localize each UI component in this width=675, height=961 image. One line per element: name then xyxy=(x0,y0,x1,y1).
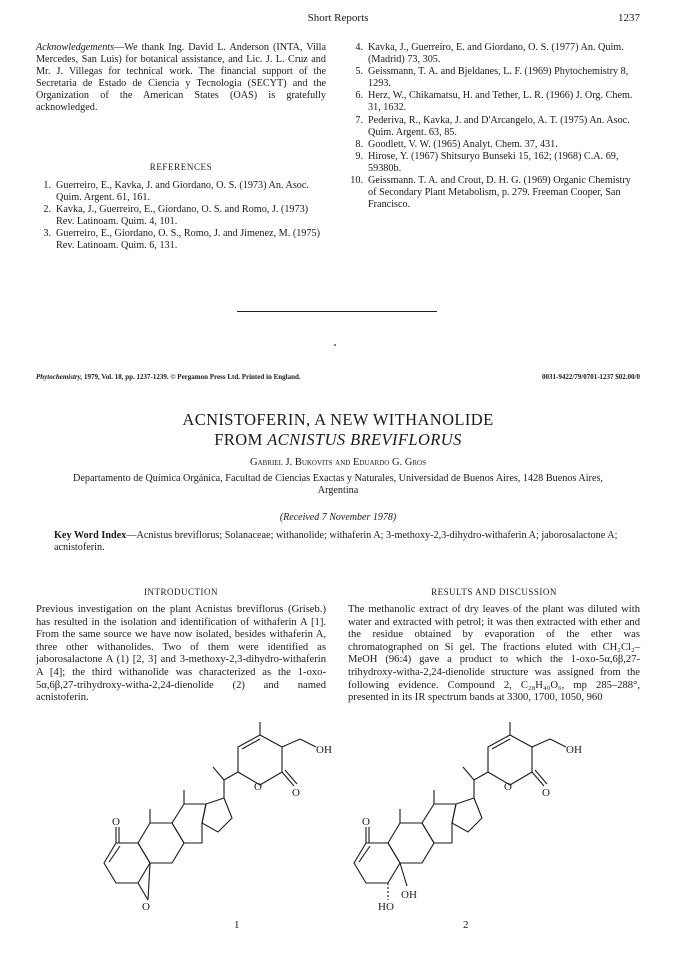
title-prefix: FROM xyxy=(214,430,268,449)
results-paragraph: The methanolic extract of dry leaves of the plant was diluted with water and extracted with petrol; it was then extracted with ether and the residue obtained by evaporation of the ether was chromatographed on Si gel. The fractions eluted with CH₂Cl₂–MeOH (96:4) gave a product to which the 1-oxo-5α,6β,27-trihydroxy-witha-2,24-dienolide structure was assigned from the following evidence. Compound 2, C₂₈H₄₀O₆, mp 285–288°, presented in its IR spectrum bands at 3300, 1700, 1050, 960 xyxy=(348,604,640,704)
reference-number: 7. xyxy=(355,114,363,126)
page-number: 1237 xyxy=(618,12,640,24)
reference-item xyxy=(348,66,640,90)
acknowledgements xyxy=(36,42,326,115)
title-line-1: ACNISTOFERIN, A NEW WITHANOLIDE xyxy=(182,410,494,429)
reference-number: 1. xyxy=(43,180,51,191)
ring-oxygen-label: O xyxy=(504,781,512,793)
references-list-right xyxy=(348,42,640,211)
results-heading: RESULTS AND DISCUSSION xyxy=(431,587,557,597)
ring-oxygen-label: O xyxy=(254,781,262,793)
hydroxyl-5-label: HO xyxy=(378,901,394,913)
acknowledgements-text: —We thank Ing. David L. Anderson (INTA, Villa Mercedes, San Luis) for botanical assistance, and Lic. J. L. Cruz and Mr. J. Villegas for technical work. The financial support of the Secretaria de Estado de Ciencia y Tecnologia (SECYT) and the Organization of the American States (OAS) is gratefully acknowledged. xyxy=(36,42,326,114)
results-text xyxy=(348,604,640,705)
reference-item xyxy=(348,90,640,114)
stray-mark xyxy=(334,344,336,346)
reference-text: Kavka, J., Guerreiro, E. and Giordano, O. S. (1977) An. Quim. (Madrid) 73, 305. xyxy=(368,42,624,66)
references-list-left xyxy=(36,180,326,253)
hydroxyl-label: OH xyxy=(566,744,582,756)
reference-item xyxy=(348,151,640,175)
acknowledgements-label: Acknowledgements xyxy=(36,42,115,53)
reference-item xyxy=(348,175,640,211)
introduction-text xyxy=(36,604,326,705)
keyword-index xyxy=(54,530,624,554)
affiliation: Departamento de Química Orgánica, Facultad de Ciencias Exactas y Naturales, Universidad de Buenos Aires, 1428 Buenos Aires, Argentina xyxy=(73,473,603,496)
issn-code: 0031-9422/79/0701-1237 $02.00/0 xyxy=(542,373,640,381)
structure-2-drawing xyxy=(345,710,605,950)
reference-text: Geissmann, T. A. and Bjeldanes, L. F. (1969) Phytochemistry 8, 1293. xyxy=(368,66,629,90)
reference-item xyxy=(348,139,640,151)
structure-1 xyxy=(100,710,350,950)
author-list: Gabriel J. Bukovits and Eduardo G. Gros xyxy=(250,457,426,468)
journal-name: Phytochemistry, xyxy=(36,373,83,381)
reference-item xyxy=(36,180,326,204)
reference-number: 2. xyxy=(43,204,51,216)
introduction-heading: INTRODUCTION xyxy=(144,587,218,597)
reference-text: Hirose, Y. (1967) Shitsuryo Bunseki 15, 162; (1968) C.A. 69, 59380b. xyxy=(368,150,619,174)
references-heading: REFERENCES xyxy=(149,162,213,172)
structure-1-drawing xyxy=(100,710,350,950)
reference-number: 6. xyxy=(355,90,363,102)
journal-details: 1979, Vol. 18, pp. 1237-1239. © Pergamon Press Ltd. Printed in England. xyxy=(82,373,301,381)
hydroxyl-6-label: OH xyxy=(401,889,417,901)
reference-number: 3. xyxy=(43,228,51,240)
journal-citation xyxy=(36,373,301,381)
carbonyl-oxygen-label: O xyxy=(292,787,300,799)
reference-number: 10. xyxy=(350,175,363,187)
reference-text: Geissmann. T. A. and Crout, D. H. G. (1969) Organic Chemistry of Secondary Plant Metabolism, p. 279. Freeman Cooper, San Francisco. xyxy=(368,175,631,211)
reference-number: 8. xyxy=(355,138,363,150)
reference-text: Goodlett, V. W. (1965) Analyt. Chem. 37, 431. xyxy=(368,138,558,150)
reference-text: Guerreiro, E., Kavka, J. and Giordano, O. S. (1973) An. Asoc. Quim. Argent. 61, 161. xyxy=(56,180,309,204)
reference-number: 4. xyxy=(355,42,363,53)
reference-item xyxy=(36,228,326,252)
reference-item xyxy=(348,42,640,66)
carbonyl-oxygen-label: O xyxy=(542,787,550,799)
reference-text: Kavka, J., Guerreiro, E., Giordano, O. S. and Romo, J. (1973) Rev. Latinoam. Quim. 4, 101. xyxy=(56,204,309,228)
reference-text: Guerreiro, E., Giordano, O. S., Romo, J. and Jimenez, M. (1975) Rev. Latinoam. Quim. 6, 131. xyxy=(56,228,320,252)
structure-1-label: 1 xyxy=(234,919,240,931)
section-divider xyxy=(237,311,437,312)
ketone-oxygen-label: O xyxy=(362,816,370,828)
reference-item xyxy=(36,204,326,228)
reference-text: Pederiva, R., Kavka, J. and D'Arcangelo, A. T. (1975) An. Asoc. Quim. Argent. 63, 85. xyxy=(368,114,630,138)
keyword-text: —Acnistus breviflorus; Solanaceae; withanolide; withaferin A; 3-methoxy-2,3-dihydro-withaferin A; jaborosalactone A; acnistoferin. xyxy=(54,530,618,553)
keyword-label: Key Word Index xyxy=(54,530,127,541)
reference-number: 9. xyxy=(355,150,363,162)
received-date: (Received 7 November 1978) xyxy=(279,512,397,523)
epoxide-oxygen-label: O xyxy=(142,901,150,913)
ketone-oxygen-label: O xyxy=(112,816,120,828)
introduction-paragraph: Previous investigation on the plant Acnistus breviflorus (Griseb.) has resulted in the isolation and identification of withaferin A [1]. From the same source we have now isolated, besides withaferin A, three other withanolides. Two of them were identified as jaborosalactone A (1) [2, 3] and 3-methoxy-2,3-dihydro-withaferin A [4]; the third withanolide was characterized as the 1-oxo-5α,6β,27-trihydroxy-witha-2,24-dienolide (2) and named acnistoferin. xyxy=(36,604,326,704)
running-header xyxy=(36,12,640,28)
title-species: ACNISTUS BREVIFLORUS xyxy=(267,430,462,449)
reference-item xyxy=(348,115,640,139)
reference-text: Herz, W., Chikamatsu, H. and Tether, L. R. (1966) J. Org. Chem. 31, 1632. xyxy=(368,90,633,114)
hydroxyl-label: OH xyxy=(316,744,332,756)
reference-number: 5. xyxy=(355,66,363,78)
article-title xyxy=(36,410,640,450)
section-title: Short Reports xyxy=(307,12,369,24)
structure-2 xyxy=(345,710,605,950)
structure-2-label: 2 xyxy=(463,919,469,931)
title-line-2 xyxy=(36,430,640,450)
